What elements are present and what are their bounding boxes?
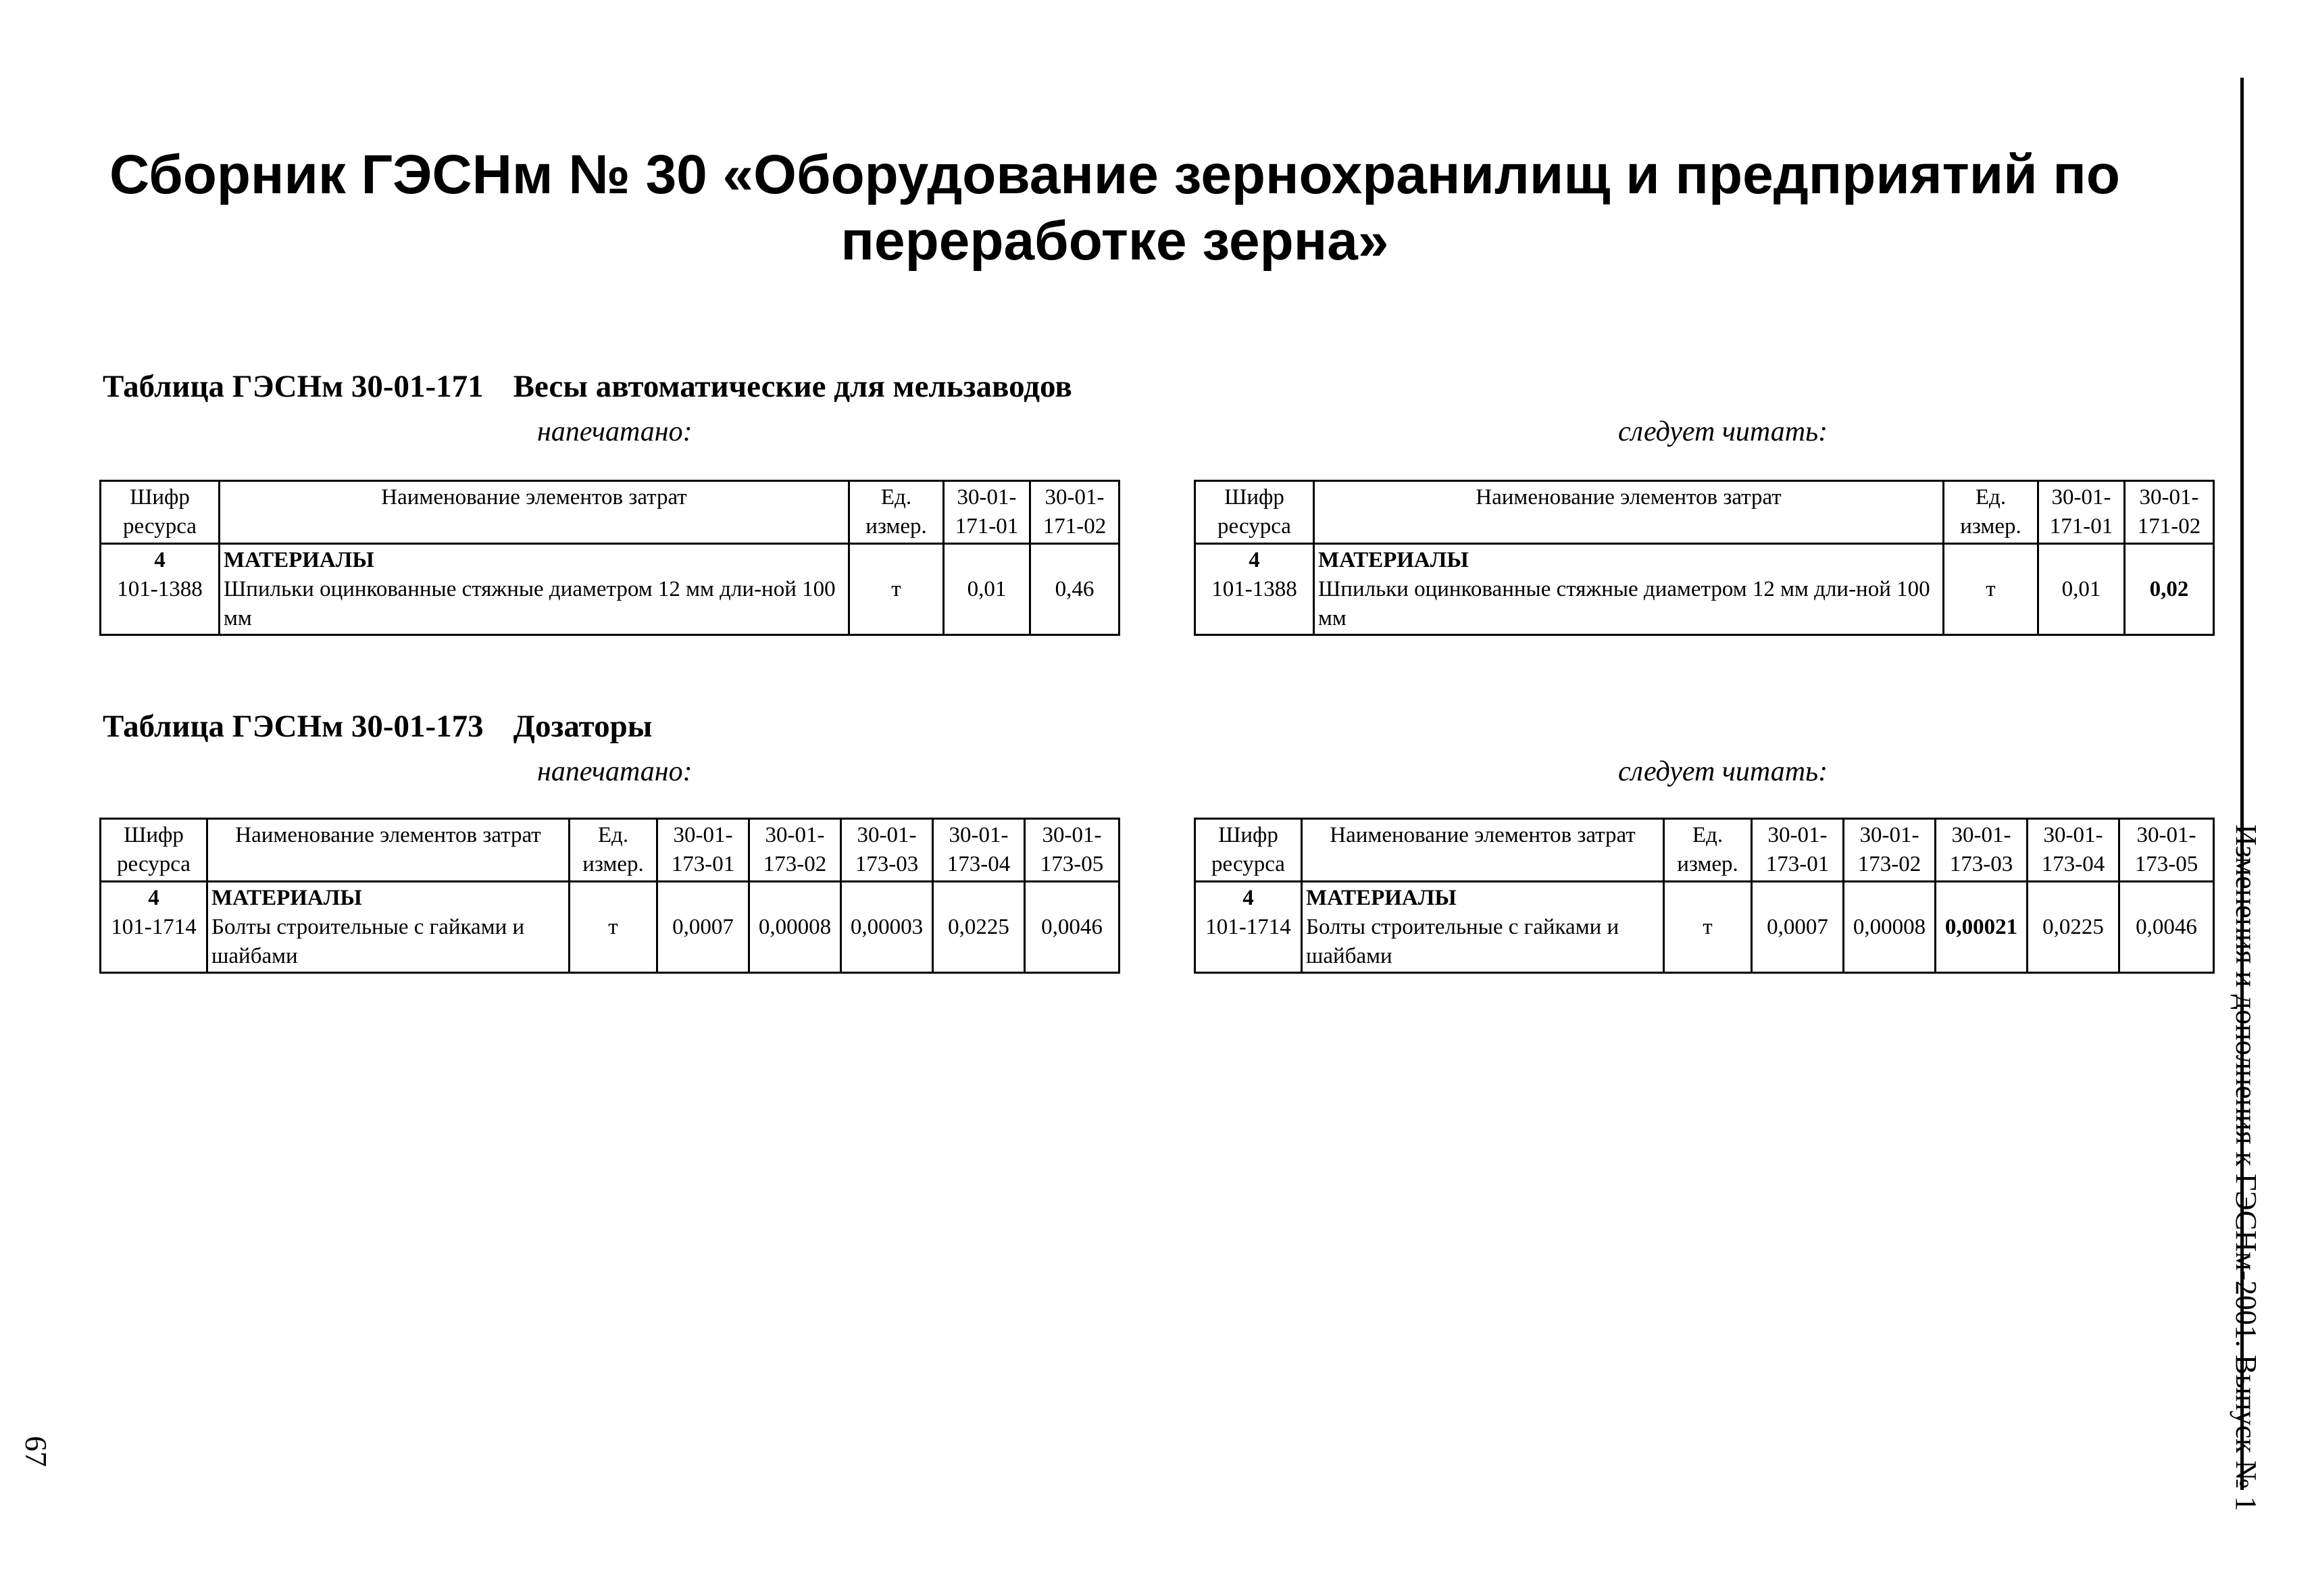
header-col-3: 30-01-173-03 [841, 819, 933, 882]
header-name: Наименование элементов затрат [1302, 819, 1664, 882]
header-col-4: 30-01-173-04 [933, 819, 1025, 882]
value-col-2-corrected: 0,02 [2125, 543, 2214, 635]
table-row [1195, 543, 2214, 635]
header-col-2: 30-01-173-02 [1844, 819, 1936, 882]
header-unit: Ед. измер. [570, 819, 657, 882]
value-col-2: 0,00008 [1844, 881, 1936, 973]
header-code: Шифр ресурса [101, 819, 207, 882]
header-name: Наименование элементов затрат [220, 481, 849, 544]
section-code: 4 [148, 885, 159, 910]
value-col-4: 0,0225 [933, 881, 1025, 973]
value-col-1: 0,0007 [657, 881, 749, 973]
table-171-corrected [1194, 480, 2215, 636]
table-row [1195, 881, 2214, 973]
header-code: Шифр ресурса [1195, 819, 1302, 882]
resource-code: 101-1388 [1211, 576, 1297, 601]
section-name: МАТЕРИАЛЫ [1306, 885, 1457, 910]
resource-code: 101-1714 [111, 914, 197, 939]
header-col-2: 30-01-173-02 [749, 819, 841, 882]
collection-title [101, 142, 2128, 275]
resource-name: Шпильки оцинкованные стяжные диаметром 12 мм дли-ной 100 мм [224, 576, 836, 630]
resource-name: Шпильки оцинкованные стяжные диаметром 12 мм дли-ной 100 мм [1318, 576, 1930, 630]
table-header-row [101, 819, 1120, 882]
header-code: Шифр ресурса [1195, 481, 1314, 544]
table-row [101, 543, 1120, 635]
margin-caption [2229, 824, 2263, 1511]
table-173-printed [99, 818, 1120, 974]
header-col-1: 30-01-173-01 [1752, 819, 1844, 882]
table-173-heading [103, 708, 652, 745]
value-col-3: 0,00003 [841, 881, 933, 973]
value-col-2: 0,00008 [749, 881, 841, 973]
margin-caption-text: Изменения и дополнения к ГЭСНм-2001. Выпуск № 1 [2230, 824, 2263, 1512]
table-173-name: Дозаторы [513, 709, 653, 744]
section-name: МАТЕРИАЛЫ [224, 547, 374, 572]
header-unit: Ед. измер. [1944, 481, 2038, 544]
table-173-corrected [1194, 818, 2215, 974]
table-171-printed [99, 480, 1120, 636]
section-name: МАТЕРИАЛЫ [211, 885, 362, 910]
header-col-5: 30-01-173-05 [2119, 819, 2214, 882]
table-header-row [1195, 819, 2214, 882]
value-col-5: 0,0046 [1025, 881, 1120, 973]
resource-name: Болты строительные с гайками и шайбами [211, 914, 525, 968]
header-col-4: 30-01-173-04 [2028, 819, 2119, 882]
header-col-1: 30-01-171-01 [944, 481, 1030, 544]
value-col-5: 0,0046 [2119, 881, 2214, 973]
table-171-printed-label: напечатано: [537, 416, 693, 447]
header-name: Наименование элементов затрат [207, 819, 570, 882]
header-name: Наименование элементов затрат [1314, 481, 1944, 544]
resource-name: Болты строительные с гайками и шайбами [1306, 914, 1619, 968]
resource-code: 101-1714 [1205, 914, 1291, 939]
page-number: 67 [19, 1436, 53, 1467]
value-col-2: 0,46 [1030, 543, 1120, 635]
table-171-code: Таблица ГЭСНм 30-01-171 [103, 369, 484, 404]
value-col-4: 0,0225 [2028, 881, 2119, 973]
value-col-1: 0,01 [944, 543, 1030, 635]
table-header-row [1195, 481, 2214, 544]
header-unit: Ед. измер. [1664, 819, 1752, 882]
resource-code: 101-1388 [117, 576, 203, 601]
header-col-1: 30-01-171-01 [2038, 481, 2125, 544]
header-col-2: 30-01-171-02 [1030, 481, 1120, 544]
section-code: 4 [1249, 547, 1260, 572]
table-171-name: Весы автоматические для мельзаводов [513, 369, 1072, 404]
table-173-code: Таблица ГЭСНм 30-01-173 [103, 709, 484, 744]
title-line-2: переработке зерна» [840, 210, 1389, 272]
section-code: 4 [154, 547, 166, 572]
header-col-2: 30-01-171-02 [2125, 481, 2214, 544]
title-line-1: Сборник ГЭСНм № 30 «Оборудование зернохранилищ и предприятий по [109, 144, 2121, 205]
resource-unit: т [1664, 881, 1752, 973]
resource-unit: т [849, 543, 944, 635]
resource-unit: т [570, 881, 657, 973]
table-171-heading [103, 368, 1072, 405]
value-col-1: 0,01 [2038, 543, 2125, 635]
header-col-3: 30-01-173-03 [1936, 819, 2028, 882]
header-unit: Ед. измер. [849, 481, 944, 544]
resource-unit: т [1944, 543, 2038, 635]
table-171-corrected-label: следует читать: [1618, 416, 1828, 447]
header-col-1: 30-01-173-01 [657, 819, 749, 882]
value-col-3-corrected: 0,00021 [1936, 881, 2028, 973]
header-code: Шифр ресурса [101, 481, 220, 544]
section-code: 4 [1242, 885, 1254, 910]
header-col-5: 30-01-173-05 [1025, 819, 1120, 882]
table-header-row [101, 481, 1120, 544]
table-row [101, 881, 1120, 973]
section-name: МАТЕРИАЛЫ [1318, 547, 1469, 572]
table-173-printed-label: напечатано: [537, 756, 693, 787]
table-173-corrected-label: следует читать: [1618, 756, 1828, 787]
value-col-1: 0,0007 [1752, 881, 1844, 973]
